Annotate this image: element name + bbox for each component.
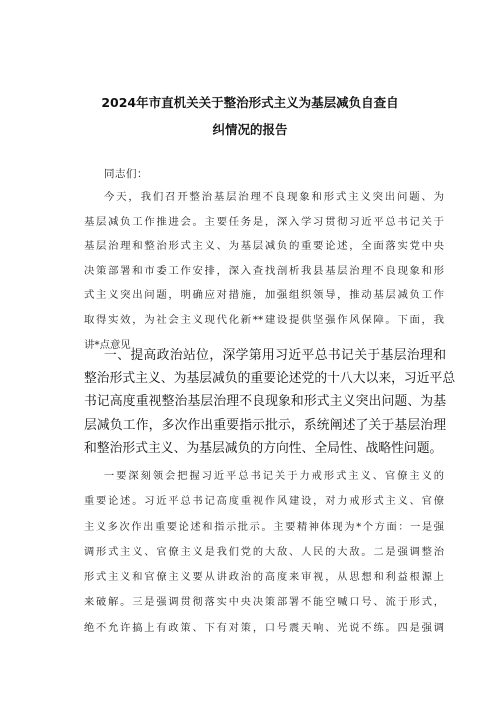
intro-line: 式主义突出问题，明确应对措施，加强组织领导，推动基层减负工作: [84, 289, 444, 302]
body-line: 绝不允许搞上有政策、下有对策，口号震天响、光说不练。四是强调: [84, 622, 444, 634]
salutation: 同志们：: [104, 168, 148, 180]
body-line: 来破解。三是强调贯彻落实中央决策部署不能空喊口号、流于形式，: [84, 597, 444, 609]
heading-line: 整治形式主义、为基层减负的重要论述党的十八大以来，习近平总: [84, 371, 456, 387]
intro-line: 基层治理和整治形式主义、为基层减负的重要论述，全面落实党中央: [84, 240, 444, 253]
heading-line: 层减负工作，多次作出重要指示批示，系统阐述了关于基层治理: [84, 417, 446, 433]
intro-line: 取得实效，为社会主义现代化新**建设提供坚强作风保障。下面，我: [84, 313, 444, 326]
heading-line: 和整治形式主义、为基层减负的方向性、全局性、战略性问题。: [84, 440, 443, 456]
heading-line: 书记高度重视整治基层治理不良现象和形式主义突出问题、为基: [84, 394, 446, 410]
body-paragraph: [84, 464, 444, 641]
body-line: 形式主义和官僚主义要从讲政治的高度来审视，从思想和利益根源上: [84, 572, 444, 584]
document-title-line-1: 2024年市直机关关于整治形式主义为基层减负自查自: [101, 95, 399, 110]
intro-line: 基层减负工作推进会。主要任务是，深入学习贯彻习近平总书记关于: [84, 215, 444, 228]
intro-line: 讲*点意见: [84, 338, 131, 351]
document-title-line-2: 纠情况的报告: [212, 122, 288, 137]
body-line: 主义多次作出重要论述和指示批示。主要精神体现为*个方面：一是强: [84, 521, 444, 533]
body-line: 重要论述。习近平总书记高度重视作风建设，对力戒形式主义、官僚: [84, 496, 444, 508]
body-line: 调形式主义、官僚主义是我们党的大敌、人民的大敌。二是强调整治: [84, 546, 444, 558]
intro-paragraph: [84, 185, 444, 357]
section-heading-1: [84, 344, 456, 460]
intro-line: 决策部署和市委工作安排，深入查找剖析我县基层治理不良现象和形: [84, 264, 444, 277]
heading-line: 一、提高政治站位，深学第用习近平总书记关于基层治理和: [104, 348, 446, 363]
body-line: 一要深刻领会把握习近平总书记关于力戒形式主义、官僚主义的: [104, 471, 444, 482]
intro-line: 今天，我们召开整治基层治理不良现象和形式主义突出问题、为: [104, 191, 444, 203]
